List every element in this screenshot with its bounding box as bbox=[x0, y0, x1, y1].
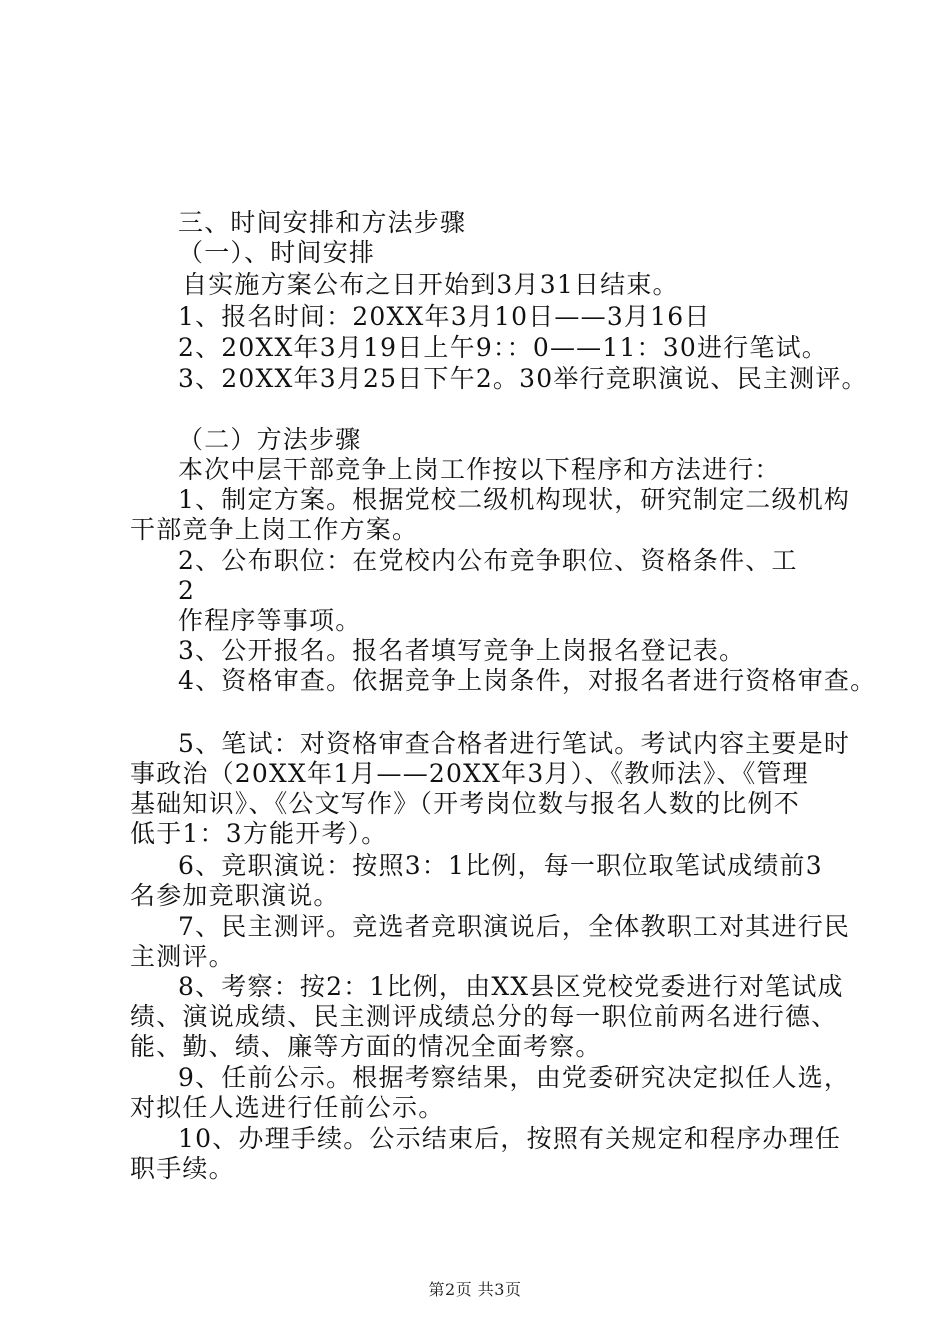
body-line: 2、20XX年3月19日上午9：：0——11：30进行笔试。 bbox=[178, 333, 828, 362]
body-line: 事政治（20XX年1月——20XX年3月）、《教师法》、《管理 bbox=[130, 759, 809, 788]
body-line: 绩、演说成绩、民主测评成绩总分的每一职位前两名进行德、 bbox=[130, 1002, 838, 1031]
body-line: 2 bbox=[178, 576, 196, 605]
body-line: 10、办理手续。公示结束后，按照有关规定和程序办理任 bbox=[178, 1124, 842, 1153]
body-line: 2、公布职位：在党校内公布竞争职位、资格条件、工 bbox=[178, 546, 798, 575]
subsection-heading: （一）、时间安排 bbox=[178, 238, 376, 267]
body-line: 3、公开报名。报名者填写竞争上岗报名登记表。 bbox=[178, 636, 746, 665]
body-line: 8、考察：按2：1比例，由XX县区党校党委进行对笔试成 bbox=[178, 972, 844, 1001]
body-line: 6、竞职演说：按照3：1比例，每一职位取笔试成绩前3 bbox=[178, 851, 823, 880]
body-line: 对拟任人选进行任前公示。 bbox=[130, 1093, 445, 1122]
body-line: 作程序等事项。 bbox=[178, 606, 362, 635]
body-line: 干部竞争上岗工作方案。 bbox=[130, 515, 419, 544]
body-line: 7、民主测评。竞选者竞职演说后，全体教职工对其进行民 bbox=[178, 912, 851, 941]
body-line: 基础知识》、《公文写作》（开考岗位数与报名人数的比例不 bbox=[130, 789, 800, 818]
body-line: 9、任前公示。根据考察结果，由党委研究决定拟任人选， bbox=[178, 1063, 851, 1092]
body-line: 3、20XX年3月25日下午2。30举行竞职演说、民主测评。 bbox=[178, 364, 868, 393]
body-line: 1、报名时间：20XX年3月10日——3月16日 bbox=[178, 302, 711, 331]
body-line: 本次中层干部竞争上岗工作按以下程序和方法进行： bbox=[178, 455, 781, 484]
subsection-heading: （二）方法步骤 bbox=[178, 425, 362, 454]
body-line: 1、制定方案。根据党校二级机构现状，研究制定二级机构 bbox=[178, 485, 851, 514]
body-line: 自实施方案公布之日开始到3月31日结束。 bbox=[182, 270, 679, 299]
body-line: 4、资格审查。依据竞争上岗条件，对报名者进行资格审查。 bbox=[178, 666, 877, 695]
body-line: 能、勤、绩、廉等方面的情况全面考察。 bbox=[130, 1032, 602, 1061]
body-line: 职手续。 bbox=[130, 1154, 235, 1183]
body-line: 主测评。 bbox=[130, 942, 235, 971]
body-line: 低于1：3方能开考）。 bbox=[130, 819, 388, 848]
body-line: 名参加竞职演说。 bbox=[130, 881, 340, 910]
page-number-footer: 第2页 共3页 bbox=[428, 1280, 522, 1299]
body-line: 5、笔试：对资格审查合格者进行笔试。考试内容主要是时 bbox=[178, 729, 851, 758]
section-heading: 三、时间安排和方法步骤 bbox=[178, 208, 467, 237]
